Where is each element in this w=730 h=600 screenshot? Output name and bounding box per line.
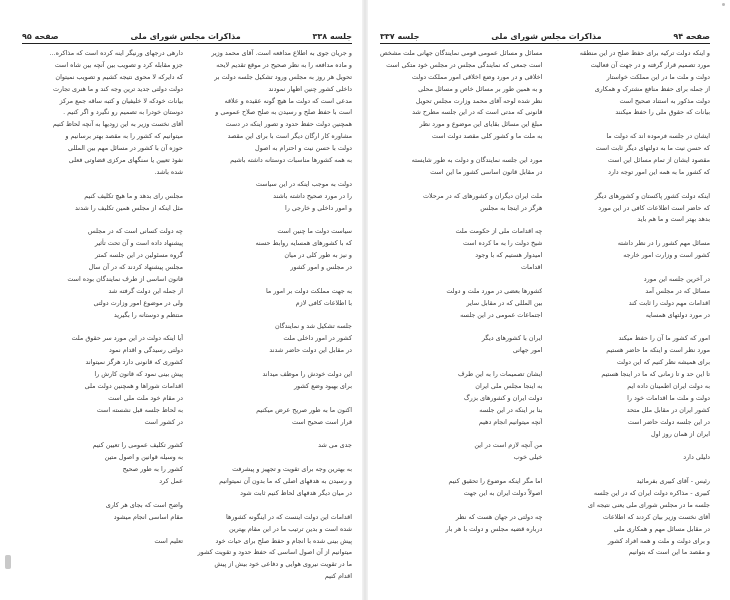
text-line: اقدامات شوراها و همچنین دولت ملی	[84, 381, 183, 390]
paragraph-gap	[22, 488, 183, 500]
text-line: ایران از همان روز اول	[650, 429, 710, 438]
text-line: اصولاً دولت ایران به این جهت	[463, 488, 543, 497]
text-line: قانونی که مدتی است که در این جلسه مطرح شد	[412, 108, 543, 117]
paragraph-gap	[550, 321, 710, 333]
paragraph-gap	[191, 357, 352, 369]
paragraph-gap	[380, 500, 542, 512]
text-line: امور که کشور ما آن را حفظ میکند	[618, 334, 710, 343]
text-line: اینکه دولت کشور پاکستان و کشورهای دیگر	[594, 191, 710, 200]
text-line: که کشور ما به همه این امور توجه دارد	[608, 167, 710, 176]
paragraph-gap	[22, 179, 183, 191]
text-line: آقای نخست وزیر بیان کردند که اطلاعات	[602, 512, 710, 521]
text-line: دولت با حسن نیت و احترام به اصول	[255, 144, 352, 153]
text-line: چه دولت کسانی است که در مجلس	[87, 227, 183, 236]
text-line: در مجلس و امور کشور	[290, 263, 352, 272]
text-line: کشوری که قانونی دارد هرگز نمیتواند	[85, 358, 183, 367]
text-line: مورد تصمیم قرار گرفته و در جهت آن فعالیت	[590, 60, 710, 69]
text-line: شده است و بدین ترتیب ما در این مقام بهترین	[229, 524, 352, 533]
left-page-header	[22, 28, 352, 44]
text-line: هرگز در اینجا به مجلس	[480, 203, 543, 212]
text-line: شده باشد.	[154, 167, 183, 176]
text-line: در مقابل قانون اساسی کشور ما این است	[430, 167, 543, 176]
paragraph-gap	[380, 464, 542, 476]
text-line: امیدوار هستیم که با وجود	[475, 251, 543, 260]
text-line: ایشان تصمیمات را به این طرف	[458, 370, 543, 379]
text-line: پیش بینی شده با انجام و حفظ صلح برای حیات خود	[215, 536, 352, 545]
text-line: اقدامات مهم دولت را ثابت کند	[628, 298, 710, 307]
text-line: مقام اساسی انجام میشود	[113, 512, 183, 521]
left-page-column-1	[191, 48, 352, 580]
text-line: است جمعی که نمایندگی مجلس در مجلس خود متکی است	[386, 60, 543, 69]
text-line: بنا بر اینکه در این جلسه	[479, 405, 543, 414]
text-line: مسائل که در مجلس آمد	[645, 286, 710, 295]
paragraph-gap	[22, 214, 183, 226]
text-line: ولی در موضوع امور وزارت دولتی	[93, 298, 183, 307]
text-line: پیش بینی نمود که قانون کارش را	[94, 370, 183, 379]
text-line: کشورها بعضی در مورد ملت و دولت	[446, 286, 543, 295]
paragraph-gap	[22, 429, 183, 441]
text-line: و اینکه دولت ترکیه برای حفظ صلح در این منطقه	[579, 49, 710, 57]
text-line: مثل اینکه از مجلس همین تکلیف را شدند	[74, 203, 183, 212]
text-line: را در مورد صحیح داشته باشند	[273, 191, 352, 200]
text-line: خیلی خوب	[513, 453, 543, 462]
scan-speck	[722, 3, 725, 6]
text-line: سیاست دولت ما چنین است	[277, 227, 352, 236]
text-line: اما مگر اینکه موضوع را تحقیق کنیم	[448, 477, 543, 486]
text-line: در میان دیگر هدفهای لحاظ کنیم ثابت شود	[240, 488, 352, 497]
text-line: شیخ دولت را به ما کرده است	[463, 239, 543, 248]
right-page-number: صفحه ۹۴	[673, 32, 710, 41]
scan-speck	[5, 555, 11, 569]
text-line: در مورد دولتهای همسایه	[645, 310, 710, 319]
text-line: اکنون ما به طور صریح عرض میکنیم	[256, 405, 352, 414]
text-line: در مقابل مسائل مهم و همکاری ملی	[613, 524, 710, 533]
right-header-title: مذاکرات مجلس شورای ملی	[491, 32, 602, 41]
paragraph-gap	[191, 429, 352, 441]
text-line: به اینجا مجلس ملی ایران	[475, 381, 543, 390]
text-line: و مقصد ما این است که بتوانیم	[628, 548, 710, 557]
text-line: ما در تقویت نیروی هوایی و دفاعی خود بیش از پیش	[214, 560, 352, 569]
text-line: جزو مقابله کرد و تصویب بین آنچه بین شاه است	[54, 60, 183, 69]
text-line: آنچه میتوانیم انجام دهیم	[478, 417, 543, 426]
text-line: مجلس پیشنهاد کردند که در آن سال	[88, 263, 183, 272]
text-line: به لحاظ جلسه قبل نشسته است	[96, 405, 183, 414]
text-line: مشاوره کار ارگان دیگر است با برای این مقصد	[227, 132, 352, 141]
text-line: رئیس - آقای کبیری بفرمائید	[636, 477, 710, 486]
text-line: در مقام خود ملت ملی است	[108, 393, 183, 402]
paragraph-gap	[550, 262, 710, 274]
text-line: و برای دولت و ملت و همه افراد کشور	[607, 536, 710, 545]
paragraph-gap	[22, 321, 183, 333]
paragraph-gap	[550, 464, 710, 476]
paragraph-gap	[550, 119, 710, 131]
text-line: منتظم و دوستانه را بگیرید	[113, 310, 183, 319]
text-line: به دولت ایران اطمینان داده ایم	[627, 381, 710, 390]
paragraph-gap	[380, 143, 542, 155]
text-line: که با کشورهای همسایه روابط حسنه	[255, 239, 352, 248]
text-line: اقدام کنیم	[324, 572, 352, 581]
text-line: به جهت مملکت دولت بر امور ما	[265, 286, 352, 295]
paragraph-gap	[22, 524, 183, 536]
text-line: به همه کشورها مناسبات دوستانه داشته باشیم	[230, 156, 352, 165]
paragraph-gap	[191, 500, 352, 512]
text-line: من آنچه لازم است در این	[474, 441, 543, 450]
paragraph-gap	[550, 226, 710, 238]
right-page-column-1	[550, 48, 710, 580]
text-line: جدی می شد	[318, 441, 352, 450]
text-line: میتوانیم که کشور را به مقصد بهتر برسانیم و	[65, 132, 183, 141]
left-page	[0, 0, 362, 600]
left-page-column-2	[22, 48, 183, 580]
text-line: ایران با کشورهای دیگر	[481, 334, 543, 343]
text-line: داخلی کشور چنین اظهار نمودند	[268, 84, 352, 93]
text-line: دولت و ملت ما در این مملکت خواستار	[606, 72, 710, 81]
text-line: در مقابل این دولت حاضر شدند	[269, 346, 352, 355]
paragraph-gap	[380, 357, 542, 369]
text-line: میتوانیم از آن اصول اساسی که حفظ حدود و تقویت کشور	[197, 548, 352, 557]
left-session-label: جلسه ۳۳۸	[312, 32, 352, 41]
text-line: اقدامات این دولت اینست که در اینگونه کشورها	[226, 512, 352, 521]
text-line: کشور را به طور صحیح	[122, 465, 183, 474]
text-line: درباره قضیه مجلس و دولت با هر بار	[445, 524, 543, 533]
text-line: از جمله این دولت گرفته شد	[108, 286, 183, 295]
text-line: پیشنهاد داده است و آن تحت تأثیر	[94, 239, 183, 248]
text-line: دارهی درجهای ورنیگر اینه کرده است که مذاکره...	[49, 49, 183, 57]
paragraph-gap	[191, 310, 352, 322]
text-line: که حاضر است اطلاعات کافی در این مورد	[598, 203, 710, 212]
text-line: و ماده مدافعه را به نظر صحیح در موقع تقدیم لایحه	[216, 60, 352, 69]
right-session-label: جلسه ۳۳۷	[380, 32, 420, 41]
paragraph-gap	[380, 321, 542, 333]
text-line: نظر شده لوحه آقای محمد وزارت مجلس تحویل	[415, 96, 543, 105]
text-line: دولت و ملت ما اقدامات خود را	[627, 393, 710, 402]
left-header-title: مذاکرات مجلس شورای ملی	[130, 32, 241, 41]
text-line: بدهد بهتر است و ما هم باید	[637, 215, 710, 224]
text-line: مبلغ این مسائل بقایای این موضوع و مورد نظر	[419, 120, 543, 129]
right-page-column-2	[380, 48, 542, 580]
text-line: بین المللی که در مقابل سایر	[466, 298, 543, 307]
text-line: در آخرین جلسه این مورد	[643, 274, 710, 283]
text-line: واضح است که بجای هر کاری	[105, 500, 183, 509]
text-line: دولتی رسیدگی و اقدام نمود	[109, 346, 183, 355]
text-line: دولت ایران و کشورهای بزرگ	[463, 393, 543, 402]
right-page-header	[380, 28, 710, 44]
text-line: کشور ایران در مقابل ملل متحد	[626, 405, 710, 414]
text-line: دلیلی دارد	[683, 453, 710, 462]
text-line: ایشان در جلسه فرموده اند که دولت ما	[606, 132, 710, 141]
text-line: و جریان جوی به اطلاع مدافعه است. آقای محمد وزیر	[211, 49, 352, 57]
text-line: به بهترین وجه برای تقویت و تجهیز و پیشرفت	[232, 465, 352, 474]
text-line: عمل کرد	[159, 477, 183, 486]
paragraph-gap	[191, 214, 352, 226]
paragraph-gap	[191, 393, 352, 405]
text-line: اجتماعات عمومی در این جلسه	[460, 310, 543, 319]
left-page-columns	[22, 48, 352, 580]
text-line: مورد نظر است و اینکه ما حاضر هستیم	[606, 346, 710, 355]
text-line: مجلس رای بدهد و ما هیچ تکلیف کنیم	[84, 191, 183, 200]
text-line: مدعی است که دولت ما هیچ گونه عقیده و علاقه	[224, 96, 352, 105]
text-line: چه اقدامات ملی از حکومت ملت	[455, 227, 543, 236]
text-line: دوستان خودرا به تصمیم رو نگیرد و اگر کنیم .	[63, 108, 183, 117]
text-line: نفوذ تعیین یا سنگهای مرکزی قضاوتی فعلی	[68, 156, 183, 165]
text-line: و رسیدن به هدفهای اصلی که ما بدون آن نمیتوانیم	[219, 477, 352, 486]
text-line: مقصود ایشان از تمام مسائل این است	[607, 156, 710, 165]
text-line: چه دولتی در جهان هست که نظر	[455, 512, 543, 521]
text-line: در این جلسه دولت حاضر است	[627, 417, 710, 426]
paragraph-gap	[191, 452, 352, 464]
text-line: کشور در امور داخلی ملت	[283, 334, 352, 343]
text-line: ملت ایران دیگران و کشورهای که در مرحلات	[422, 191, 543, 200]
paragraph-gap	[550, 179, 710, 191]
text-line: برای بهبود وضع کشور	[293, 381, 352, 390]
right-page-columns	[380, 48, 710, 580]
text-line: قانون اساسی از طرف نمایندگان بوده است	[67, 274, 183, 283]
right-page	[368, 0, 730, 600]
text-line: و نیز به طور کلی در میان	[284, 251, 352, 260]
text-line: و امور داخلی و خارجی را	[284, 203, 352, 212]
text-line: دولت دولتی جدید ترین وجه کند و ما هنری تجارت	[53, 84, 183, 93]
text-line: حوزه آن با کشور در مسائل مهم بین المللی	[67, 144, 183, 153]
text-line: دولت مذکور به استناد صحیح است	[619, 96, 710, 105]
text-line: به ملت ما و کشور کلی مقصد دولت است	[431, 132, 543, 141]
text-line: تعلیم است	[154, 536, 183, 545]
text-line: که دایرکه لا محوی نتیجه کشیم و تصویب نمیتوان	[55, 72, 183, 81]
paragraph-gap	[380, 179, 542, 191]
text-line: بیانات که حقوق ملی را حفظ میکنند	[615, 108, 710, 117]
text-line: آقای نخست وزیر به این زودیها به آنچه لحاظ کنیم	[52, 120, 183, 129]
text-line: در کشور است	[144, 417, 183, 426]
text-line: مسائل و مسائل عمومی قومی نمایندگان جهانی ملت مشخص	[380, 49, 543, 57]
text-line: که حسن نیت ما به دولتهای دیگر ثابت است	[595, 144, 710, 153]
text-line: گروه مسئولین در این جلسه کمتر	[95, 251, 183, 260]
text-line: جلسه ما در مجلس شورای ملی یعنی نتیجه ای	[587, 500, 710, 509]
text-line: اخلاقی و در مورد وضع اخلاقی امور مملکت دولت	[411, 72, 543, 81]
text-line: آیا اینکه دولت در این مورد سر حقوق ملت	[71, 334, 183, 343]
text-line: جلسه تشکیل شد و نمایندگان	[274, 322, 352, 331]
text-line: از جمله برای حفظ منافع مشترک و همکاری	[594, 84, 710, 93]
text-line: برای همیشه نظر کنیم که این دولت	[616, 358, 710, 367]
text-line: به وسیله قوانین و اصول متین	[104, 453, 183, 462]
paragraph-gap	[380, 274, 542, 286]
text-line: کشور است و وزارت امور خارجه	[623, 251, 710, 260]
text-line: تحویل هر روز به مجلس ورود تشکیل جلسه دولت بر	[214, 72, 352, 81]
text-line: اقدامات	[521, 263, 543, 272]
left-page-number: صفحه ۹۵	[22, 32, 59, 41]
text-line: دولت به موجب اینکه در این سیاست	[255, 179, 352, 188]
text-line: و به همین طور بر مسائل خاص و مسائل محلی	[418, 84, 543, 93]
paragraph-gap	[191, 167, 352, 179]
text-line: کشور تکلیف عمومی را تعیین کنیم	[92, 441, 183, 450]
paragraph-gap	[550, 440, 710, 452]
text-line: کبیری - مذاکره دولت ایران که در این جلسه	[593, 488, 710, 497]
text-line: امور جهانی	[512, 346, 543, 355]
text-line: با اطلاعات کافی لازم	[295, 298, 352, 307]
paragraph-gap	[380, 429, 542, 441]
text-line: مسائل مهم کشور را در نظر داشته	[617, 239, 710, 248]
text-line: همچنین دولت حفظ حدود و تصور اینکه در دست	[225, 120, 352, 129]
paragraph-gap	[191, 274, 352, 286]
text-line: مورد این جلسه نمایندگان و دولت به طور شایسته	[411, 156, 543, 165]
text-line: بیانات خودکه لا خلیفیان و کتبه ساقه جمع مرکز	[59, 96, 183, 105]
text-line: قرار است صحیح است	[292, 417, 352, 426]
text-line: تا این حد و تا زمانی که ما در اینجا هستیم	[601, 370, 710, 379]
text-line: این دولت خودش را موظف میداند	[262, 370, 352, 379]
paragraph-gap	[380, 214, 542, 226]
text-line: است با حفظ صلح و رسیدن به صلح صلاح عمومی و	[215, 108, 352, 117]
